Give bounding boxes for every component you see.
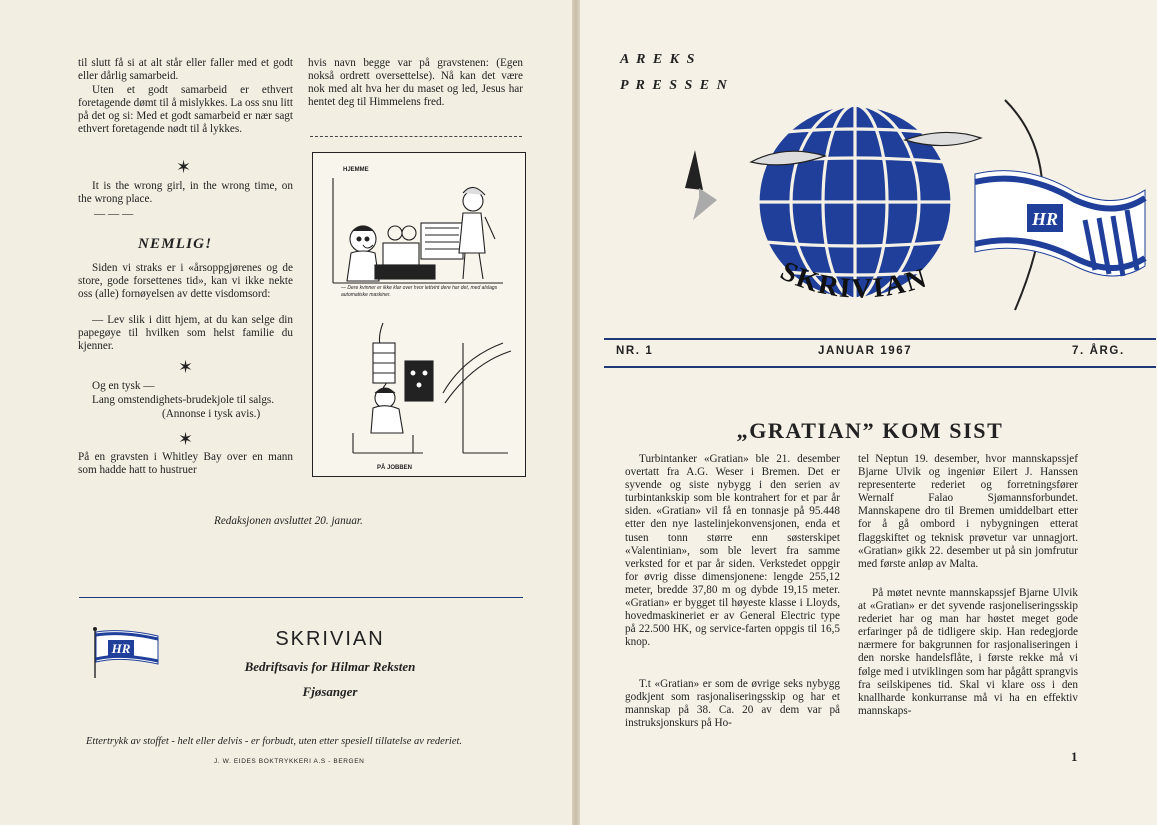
office-scene (353, 323, 511, 453)
logo-wordmark: SKRIVIAN (775, 255, 932, 305)
globe-logo (675, 70, 1155, 332)
tysk-source: (Annonse i tysk avis.) (162, 408, 261, 420)
footer-notice: Ettertrykk av stoffet - helt eller delvis - er forbudt, uten etter spesiell tillatelse av rederiet. (86, 736, 463, 747)
issue-top-rule (604, 338, 1156, 340)
tysk-line: Lang omstendighets-brudekjole til salgs. (92, 394, 275, 406)
svg-text:HR: HR (111, 641, 131, 656)
cartoon-bottom-label: PÅ JOBBEN (377, 465, 413, 471)
masthead-pressen: P R E S S E N (620, 78, 729, 93)
issue-year: 7. ÅRG. (1072, 345, 1125, 357)
closing-note: Redaksjonen avsluttet 20. januar. (214, 515, 363, 527)
footer-printer: J. W. EIDES BOKTRYKKERI A.S - BERGEN (214, 758, 365, 765)
left-col1-quote: It is the wrong girl, in the wrong time, on the wrong place. (78, 180, 293, 206)
masthead-logo (675, 70, 1155, 332)
nemlig-heading: NEMLIG! (138, 236, 213, 252)
left-page (0, 0, 572, 825)
footer-subtitle: Bedriftsavis for Hilmar Reksten (244, 659, 416, 674)
svg-text:HR: HR (1031, 209, 1059, 229)
article-col1-para2: T.t «Gratian» er som de øvrige seks nybygg godkjent som rasjonaliseringsskip og har et mannskap på 38. Ca. 20 av dem var på instruksjonskurs på Ho- (625, 678, 840, 730)
cartoon (312, 152, 526, 477)
issue-bottom-rule (604, 366, 1156, 368)
left-col1-para2: Uten et godt samarbeid er ethvert foretagende dømt til å mislykkes. La oss snu litt på det og si: Med et godt samarbeid er nær sagt ethvert foretagende nødt til å lykkes. (78, 84, 293, 136)
separator-star: ✶ (176, 157, 192, 177)
bolt-icon (685, 150, 717, 220)
column-divider (310, 136, 522, 137)
flag-icon (92, 626, 162, 678)
footer-flag (92, 626, 162, 678)
left-col2-para: hvis navn begge var på gravstenen: (Egen nokså ordrett oversettelse). Nå kan det være nok med alt hva her du maset og led, Jesus har hentet deg til Himmelens fred. (308, 57, 523, 109)
article-col2-para2: På møtet nevnte mannskapssjef Bjarne Ulvik at «Gratian» er det syvende rasjoneliseringsskip rederiet har og man har høstet meget gode erfaringer på de tidligere skip. Han redegjorde nærmere for bakgrunnen for rasjonaliseringen i den norske handelsflåte, i første rekke må vi følge med i utviklingen som har pågått sprangvis fra seilskipenes tid. Skal vi klare oss i den knallharde konkurranse må vi ha en effektiv mannskaps- (858, 587, 1078, 717)
footer-top-rule (79, 597, 523, 598)
right-page (580, 0, 1157, 825)
separator-star: ✶ (178, 357, 194, 377)
footer-place: Fjøsanger (302, 684, 358, 699)
tysk-intro: Og en tysk — (92, 380, 155, 392)
left-col1-para5: På en gravsten i Whitley Bay over en mann som hadde hatt to hustruer (78, 451, 293, 477)
issue-number: NR. 1 (616, 345, 654, 357)
home-scene (333, 178, 503, 283)
article-title: „GRATIAN” KOM SIST (736, 418, 1004, 443)
masthead-areks: A R E K S (620, 52, 697, 67)
left-col1-para3: Siden vi straks er i «årsoppgjørenes og de store, gode forsettenes tid», kan vi ikke nekte oss (alle) fornøyelsen av dette visdomsord: (78, 262, 293, 301)
article-col1-para1: Turbintanker «Gratian» ble 21. desember overtatt fra A.G. Weser i Bremen. Det er syvende og siste nybygg i den serien av turbintankskip som ble kontrahert for et par år siden. «Gratian» vil få en tonnasje på 95.448 etter den nye lastelinjekonvensjonen, enda et tusen tonn større enn søsterskipet «Valentinian», som ble levert fra samme verksted for et par år siden. Verkstedet oppgir for øvrig disse dimensjonene: lengde 255,12 meter, bredde 37,80 m og dybde 19,15 meter. «Gratian» er bygget til høyeste klasse i Lloyds, hovedmaskineriet er av General Electric type på 22.500 HK, og service-farten oppgis til 16,5 knop. (625, 453, 840, 649)
cartoon-illustration (313, 153, 525, 476)
page-number: 1 (1071, 749, 1078, 764)
cartoon-caption: — Dere kvinner er ikke klar over hvor lettvint dere har det, med alslags automatiske maskiner. (341, 285, 498, 298)
footer-title: SKRIVIAN (275, 628, 385, 650)
issue-date: JANUAR 1967 (818, 345, 913, 357)
spine-gutter (572, 0, 580, 825)
separator-star: ✶ (178, 429, 194, 449)
cartoon-top-label: HJEMME (343, 167, 369, 173)
article-col2-para1: tel Neptun 19. desember, hvor mannskapssjef Bjarne Ulvik og ingeniør Eilert J. Hanssen representerte rederiet og forretningsfører Wernalf Falao Sjømannsforbundet. Mannskapene dro til Bremen umiddelbart etter for å gå ombord i nybygningen etterat flaggskiftet og teknisk prøvetur var unnagjort. «Gratian» gikk 22. desember ut på sin jomfrutur med første anløp av Malta. (858, 453, 1078, 570)
left-col1-para4: — Lev slik i ditt hjem, at du kan selge din papegøye til hvilken som helst familie du kjenner. (78, 314, 293, 353)
left-col1-dashes: — — — (94, 208, 134, 220)
left-col1-para1: til slutt få si at alt står eller faller med et godt eller dårlig samarbeid. (78, 57, 293, 83)
waving-flag (975, 171, 1145, 276)
